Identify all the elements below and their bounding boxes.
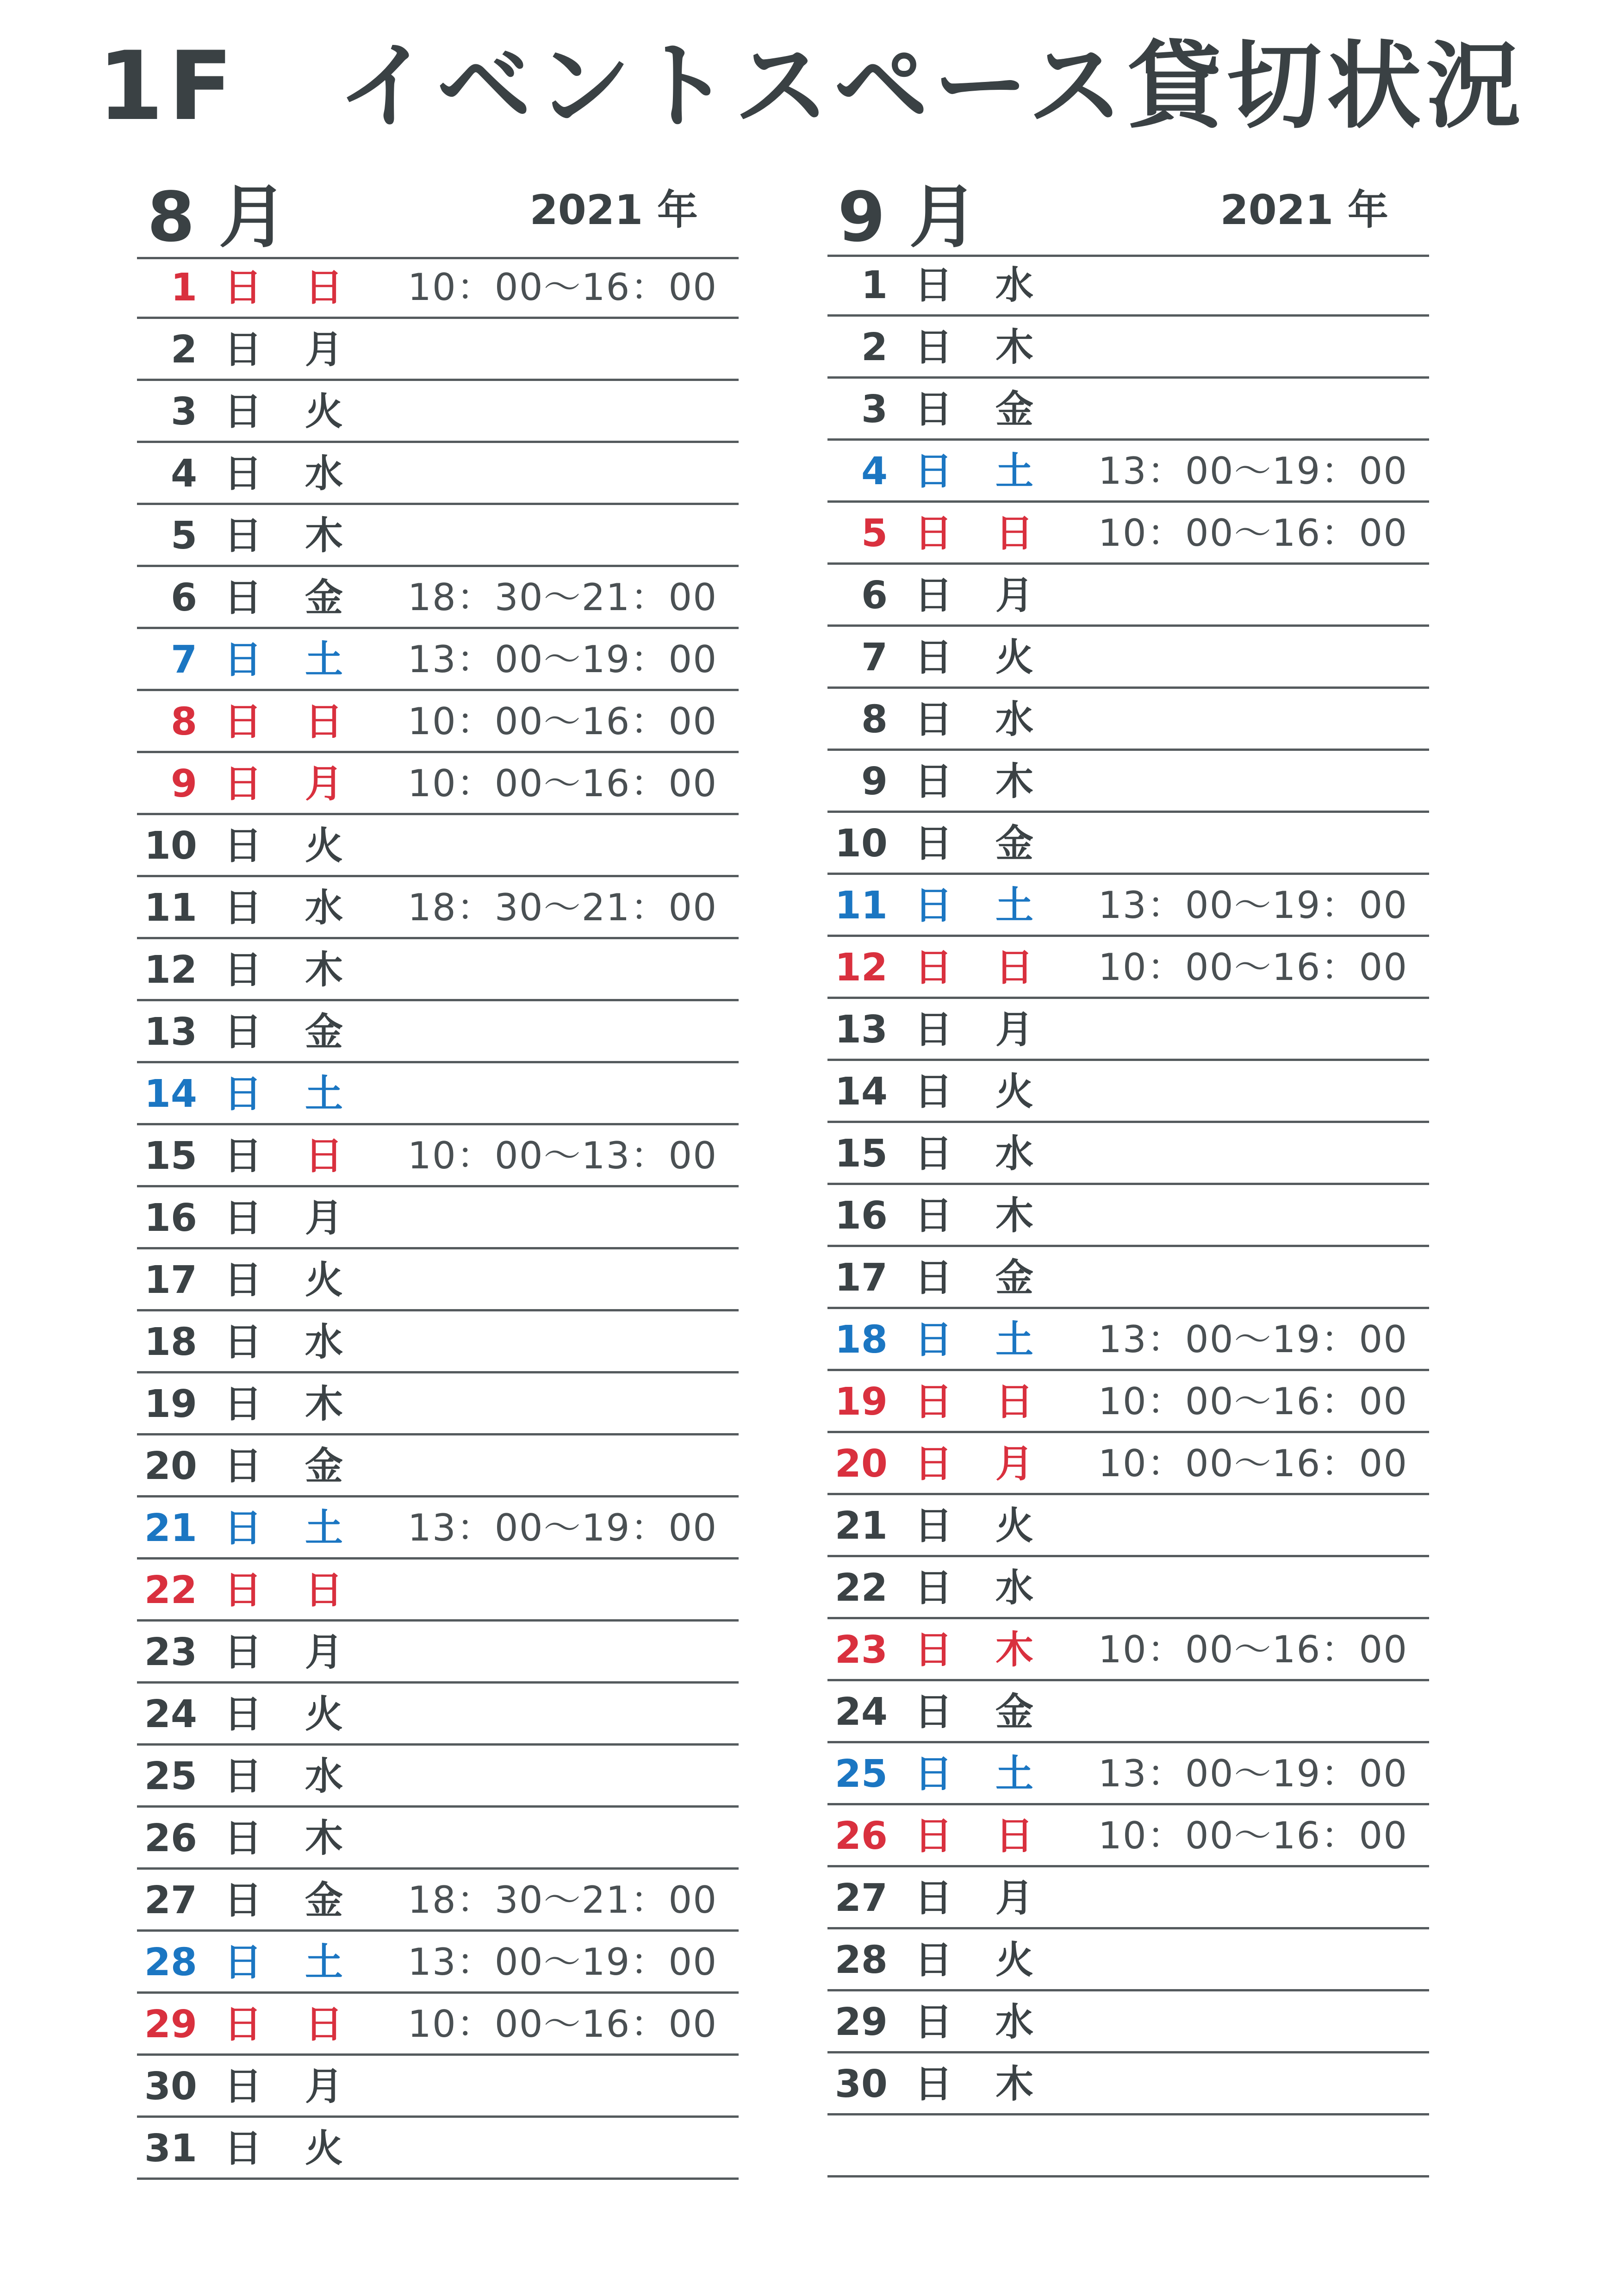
day-number: 18 [144,1320,197,1364]
day-unit: 日 [914,1318,953,1362]
day-number: 21 [834,1504,888,1548]
weekday: 月 [305,2065,343,2109]
day-unit: 日 [914,698,953,742]
day-unit: 日 [914,1132,953,1176]
weekday: 土 [995,1752,1034,1796]
day-unit: 日 [224,1878,262,1922]
weekday: 日 [305,266,343,310]
day-unit: 日 [914,1690,953,1734]
day-row [137,1684,739,1746]
day-row [827,565,1429,627]
weekday: 火 [995,1070,1034,1114]
day-unit: 日 [224,948,262,992]
day-row [827,937,1429,999]
day-number: 25 [834,1752,888,1796]
weekday: 日 [995,1380,1034,1424]
day-unit: 日 [224,1320,262,1364]
weekday: 土 [305,1072,343,1116]
reserved-time: 10：00〜16：00 [1098,1628,1408,1671]
day-row [137,815,739,877]
day-row [827,1557,1429,1619]
day-number: 13 [834,1008,888,1052]
day-row [137,1249,739,1311]
day-unit: 日 [224,1444,262,1488]
day-unit: 日 [224,1754,262,1798]
day-number: 14 [144,1072,197,1116]
weekday: 日 [995,1814,1034,1858]
day-number: 16 [144,1196,197,1240]
weekday: 金 [305,1010,343,1054]
day-number: 7 [861,636,888,680]
year-label: 2021 年 [529,186,698,234]
day-unit: 日 [914,263,953,307]
weekday: 日 [305,1568,343,1612]
day-unit: 日 [224,328,262,372]
day-unit: 日 [914,1442,953,1486]
weekday: 木 [305,1816,343,1860]
day-row [827,1495,1429,1557]
weekday: 月 [305,328,343,372]
reserved-time: 13：00〜19：00 [1098,449,1408,493]
day-number: 13 [144,1010,197,1054]
day-row [827,875,1429,937]
day-row [827,255,1429,317]
weekday: 金 [995,1690,1034,1734]
weekday: 火 [305,824,343,868]
day-number: 6 [861,574,888,618]
day-number: 8 [861,698,888,742]
day-row [827,689,1429,751]
day-number: 8 [170,700,197,744]
weekday: 木 [305,948,343,992]
day-number: 12 [144,948,197,992]
day-unit: 日 [914,2062,953,2106]
reserved-time: 18：30〜21：00 [408,576,718,619]
weekday: 月 [995,1876,1034,1920]
weekday: 火 [305,1258,343,1302]
day-unit: 日 [224,1134,262,1178]
day-row [827,1867,1429,1929]
reserved-time: 10：00〜16：00 [1098,1814,1408,1857]
weekday: 土 [305,1940,343,1984]
weekday: 土 [305,638,343,682]
day-unit: 日 [224,2065,262,2109]
day-row [827,1681,1429,1743]
reserved-time: 18：30〜21：00 [408,886,718,929]
reserved-time: 13：00〜19：00 [408,1506,718,1549]
day-number: 20 [834,1442,888,1486]
weekday: 水 [305,886,343,930]
month-header [137,0,739,257]
day-row [137,1435,739,1497]
weekday: 木 [995,1194,1034,1238]
day-number: 28 [144,1940,197,1984]
day-number: 31 [144,2127,197,2171]
day-unit: 日 [224,1258,262,1302]
day-unit: 日 [224,1630,262,1674]
day-number: 22 [144,1568,197,1612]
weekday: 火 [305,2127,343,2171]
day-row [827,1123,1429,1185]
weekday: 土 [995,1318,1034,1362]
day-row [137,691,739,753]
day-number: 15 [144,1134,197,1178]
day-row [827,1309,1429,1371]
day-unit: 日 [914,512,953,555]
day-row [137,1560,739,1622]
day-number: 30 [834,2062,888,2106]
weekday: 月 [305,1196,343,1240]
day-row [827,1929,1429,1991]
day-unit: 日 [224,1010,262,1054]
day-row [137,567,739,629]
reserved-time: 13：00〜19：00 [408,1940,718,1984]
day-row [827,627,1429,689]
day-row [137,257,739,319]
day-unit: 日 [224,514,262,558]
month-september [827,0,1429,2106]
day-unit: 日 [224,1940,262,1984]
weekday: 水 [995,1132,1034,1176]
day-unit: 日 [224,824,262,868]
day-number: 17 [834,1256,888,1300]
day-unit: 日 [914,1814,953,1858]
day-number: 19 [144,1382,197,1426]
day-unit: 日 [914,1628,953,1672]
day-unit: 日 [914,574,953,618]
day-unit: 日 [914,946,953,990]
day-number: 4 [170,452,197,496]
day-number: 11 [834,884,888,928]
day-row [137,629,739,691]
weekday: 日 [305,700,343,744]
day-number: 21 [144,1506,197,1550]
reserved-time: 10：00〜16：00 [408,762,718,805]
day-unit: 日 [224,1692,262,1736]
day-row [827,1433,1429,1495]
day-row [827,1185,1429,1247]
weekday: 月 [995,1008,1034,1052]
month-august [137,0,739,2171]
day-unit: 日 [914,1194,953,1238]
year-label: 2021 年 [1220,186,1388,234]
day-row [827,379,1429,441]
day-unit: 日 [224,1506,262,1550]
day-number: 12 [834,946,888,990]
day-number: 6 [170,576,197,620]
day-row [137,1808,739,1870]
reserved-time: 10：00〜16：00 [408,700,718,743]
day-number: 22 [834,1566,888,1610]
day-row [137,2118,739,2180]
weekday: 土 [305,1506,343,1550]
day-number: 11 [144,886,197,930]
day-unit: 日 [914,1256,953,1300]
day-row [827,1061,1429,1123]
day-row [827,2053,1429,2115]
day-unit: 日 [914,2000,953,2044]
day-number: 4 [861,449,888,493]
day-number: 2 [861,325,888,369]
day-number: 23 [834,1628,888,1672]
day-row [827,503,1429,565]
day-number: 3 [861,387,888,431]
weekday: 火 [305,390,343,434]
weekday: 木 [995,760,1034,804]
day-number: 29 [144,2003,197,2046]
day-row [137,1870,739,1932]
day-unit: 日 [914,822,953,866]
day-unit: 日 [224,2003,262,2046]
weekday: 金 [995,387,1034,431]
day-number: 9 [861,760,888,804]
day-unit: 日 [914,1938,953,1982]
day-unit: 日 [224,576,262,620]
weekday: 火 [995,1938,1034,1982]
weekday: 木 [995,325,1034,369]
weekday: 水 [995,263,1034,307]
day-row [827,999,1429,1061]
day-row [827,1247,1429,1309]
day-unit: 日 [914,1380,953,1424]
day-unit: 日 [224,700,262,744]
day-number: 26 [144,1816,197,1860]
reserved-time: 10：00〜13：00 [408,1134,718,1177]
day-number: 1 [170,266,197,310]
weekday: 木 [305,1382,343,1426]
day-unit: 日 [914,1566,953,1610]
weekday: 水 [305,1754,343,1798]
reserved-time: 10：00〜16：00 [408,2003,718,2046]
weekday: 月 [305,762,343,806]
weekday: 木 [995,1628,1034,1672]
day-number: 14 [834,1070,888,1114]
day-unit: 日 [224,390,262,434]
day-number: 26 [834,1814,888,1858]
day-row [137,2056,739,2118]
day-row [137,1311,739,1373]
day-row [827,317,1429,379]
day-unit: 日 [224,886,262,930]
weekday: 金 [305,1878,343,1922]
day-unit: 日 [914,325,953,369]
day-number: 29 [834,2000,888,2044]
day-row [827,441,1429,503]
reserved-time: 13：00〜19：00 [1098,1318,1408,1361]
weekday: 金 [995,1256,1034,1300]
day-unit: 日 [914,1876,953,1920]
weekday: 火 [305,1692,343,1736]
reserved-time: 13：00〜19：00 [1098,884,1408,927]
day-row [137,877,739,939]
day-row [137,753,739,815]
reserved-time: 10：00〜16：00 [1098,1380,1408,1423]
day-number: 24 [144,1692,197,1736]
weekday: 日 [305,2003,343,2046]
day-unit: 日 [914,884,953,928]
day-number: 17 [144,1258,197,1302]
day-row [137,1622,739,1684]
day-number: 2 [170,328,197,372]
day-unit: 日 [914,449,953,493]
day-unit: 日 [224,1196,262,1240]
day-number: 5 [861,512,888,555]
day-row [137,1001,739,1063]
day-row [827,1619,1429,1681]
day-unit: 日 [224,762,262,806]
reserved-time: 10：00〜16：00 [1098,512,1408,555]
weekday: 水 [305,1320,343,1364]
weekday: 金 [305,576,343,620]
day-row [827,1805,1429,1867]
day-number: 25 [144,1754,197,1798]
weekday: 月 [995,1442,1034,1486]
weekday: 木 [305,514,343,558]
reserved-time: 10：00〜16：00 [408,266,718,309]
weekday: 土 [995,449,1034,493]
day-row [137,1063,739,1125]
weekday: 月 [305,1630,343,1674]
day-row [827,1743,1429,1805]
reserved-time: 18：30〜21：00 [408,1878,718,1922]
reserved-time: 10：00〜16：00 [1098,1442,1408,1485]
day-row [137,1932,739,1994]
day-row [137,1187,739,1249]
month-label: 8 月 [147,177,287,257]
day-unit: 日 [224,1816,262,1860]
day-unit: 日 [224,1568,262,1612]
day-number: 28 [834,1938,888,1982]
day-number: 20 [144,1444,197,1488]
day-number: 10 [144,824,197,868]
weekday: 火 [995,636,1034,680]
day-row [137,443,739,505]
weekday: 土 [995,884,1034,928]
day-row [137,1994,739,2056]
month-label: 9 月 [838,177,978,257]
weekday: 金 [305,1444,343,1488]
day-number: 1 [861,263,888,307]
day-number: 27 [144,1878,197,1922]
reserved-time: 10：00〜16：00 [1098,946,1408,989]
day-unit: 日 [224,2127,262,2171]
day-unit: 日 [914,636,953,680]
day-number: 24 [834,1690,888,1734]
day-unit: 日 [224,266,262,310]
day-row [137,381,739,443]
day-unit: 日 [914,1070,953,1114]
day-unit: 日 [914,1752,953,1796]
weekday: 火 [995,1504,1034,1548]
day-number: 30 [144,2065,197,2109]
day-unit: 日 [224,452,262,496]
reserved-time: 13：00〜19：00 [408,638,718,681]
day-row [827,1991,1429,2053]
reserved-time: 13：00〜19：00 [1098,1752,1408,1795]
day-number: 18 [834,1318,888,1362]
day-unit: 日 [224,1382,262,1426]
day-unit: 日 [224,1072,262,1116]
weekday: 水 [995,2000,1034,2044]
month-header [827,0,1429,257]
weekday: 金 [995,822,1034,866]
day-number: 3 [170,390,197,434]
day-row [827,813,1429,875]
weekday: 日 [995,946,1034,990]
day-unit: 日 [914,760,953,804]
day-number: 5 [170,514,197,558]
page-title: 1F イベントスペース貸切状況 [97,31,1526,142]
day-number: 27 [834,1876,888,1920]
weekday: 日 [305,1134,343,1178]
day-unit: 日 [914,1504,953,1548]
day-row [137,1497,739,1560]
day-row [827,1371,1429,1433]
day-unit: 日 [224,638,262,682]
day-unit: 日 [914,387,953,431]
day-unit: 日 [914,1008,953,1052]
day-number: 15 [834,1132,888,1176]
day-row [137,1125,739,1187]
weekday: 水 [305,452,343,496]
weekday: 水 [995,1566,1034,1610]
day-row [137,939,739,1001]
weekday: 月 [995,574,1034,618]
day-row [827,2115,1429,2177]
day-row [827,751,1429,813]
day-row [137,319,739,381]
day-number: 23 [144,1630,197,1674]
day-number: 9 [170,762,197,806]
weekday: 日 [995,512,1034,555]
weekday: 木 [995,2062,1034,2106]
day-number: 7 [170,638,197,682]
day-number: 19 [834,1380,888,1424]
day-number: 16 [834,1194,888,1238]
day-number: 10 [834,822,888,866]
day-row [137,1373,739,1435]
day-row [137,1746,739,1808]
day-row [137,505,739,567]
weekday: 水 [995,698,1034,742]
